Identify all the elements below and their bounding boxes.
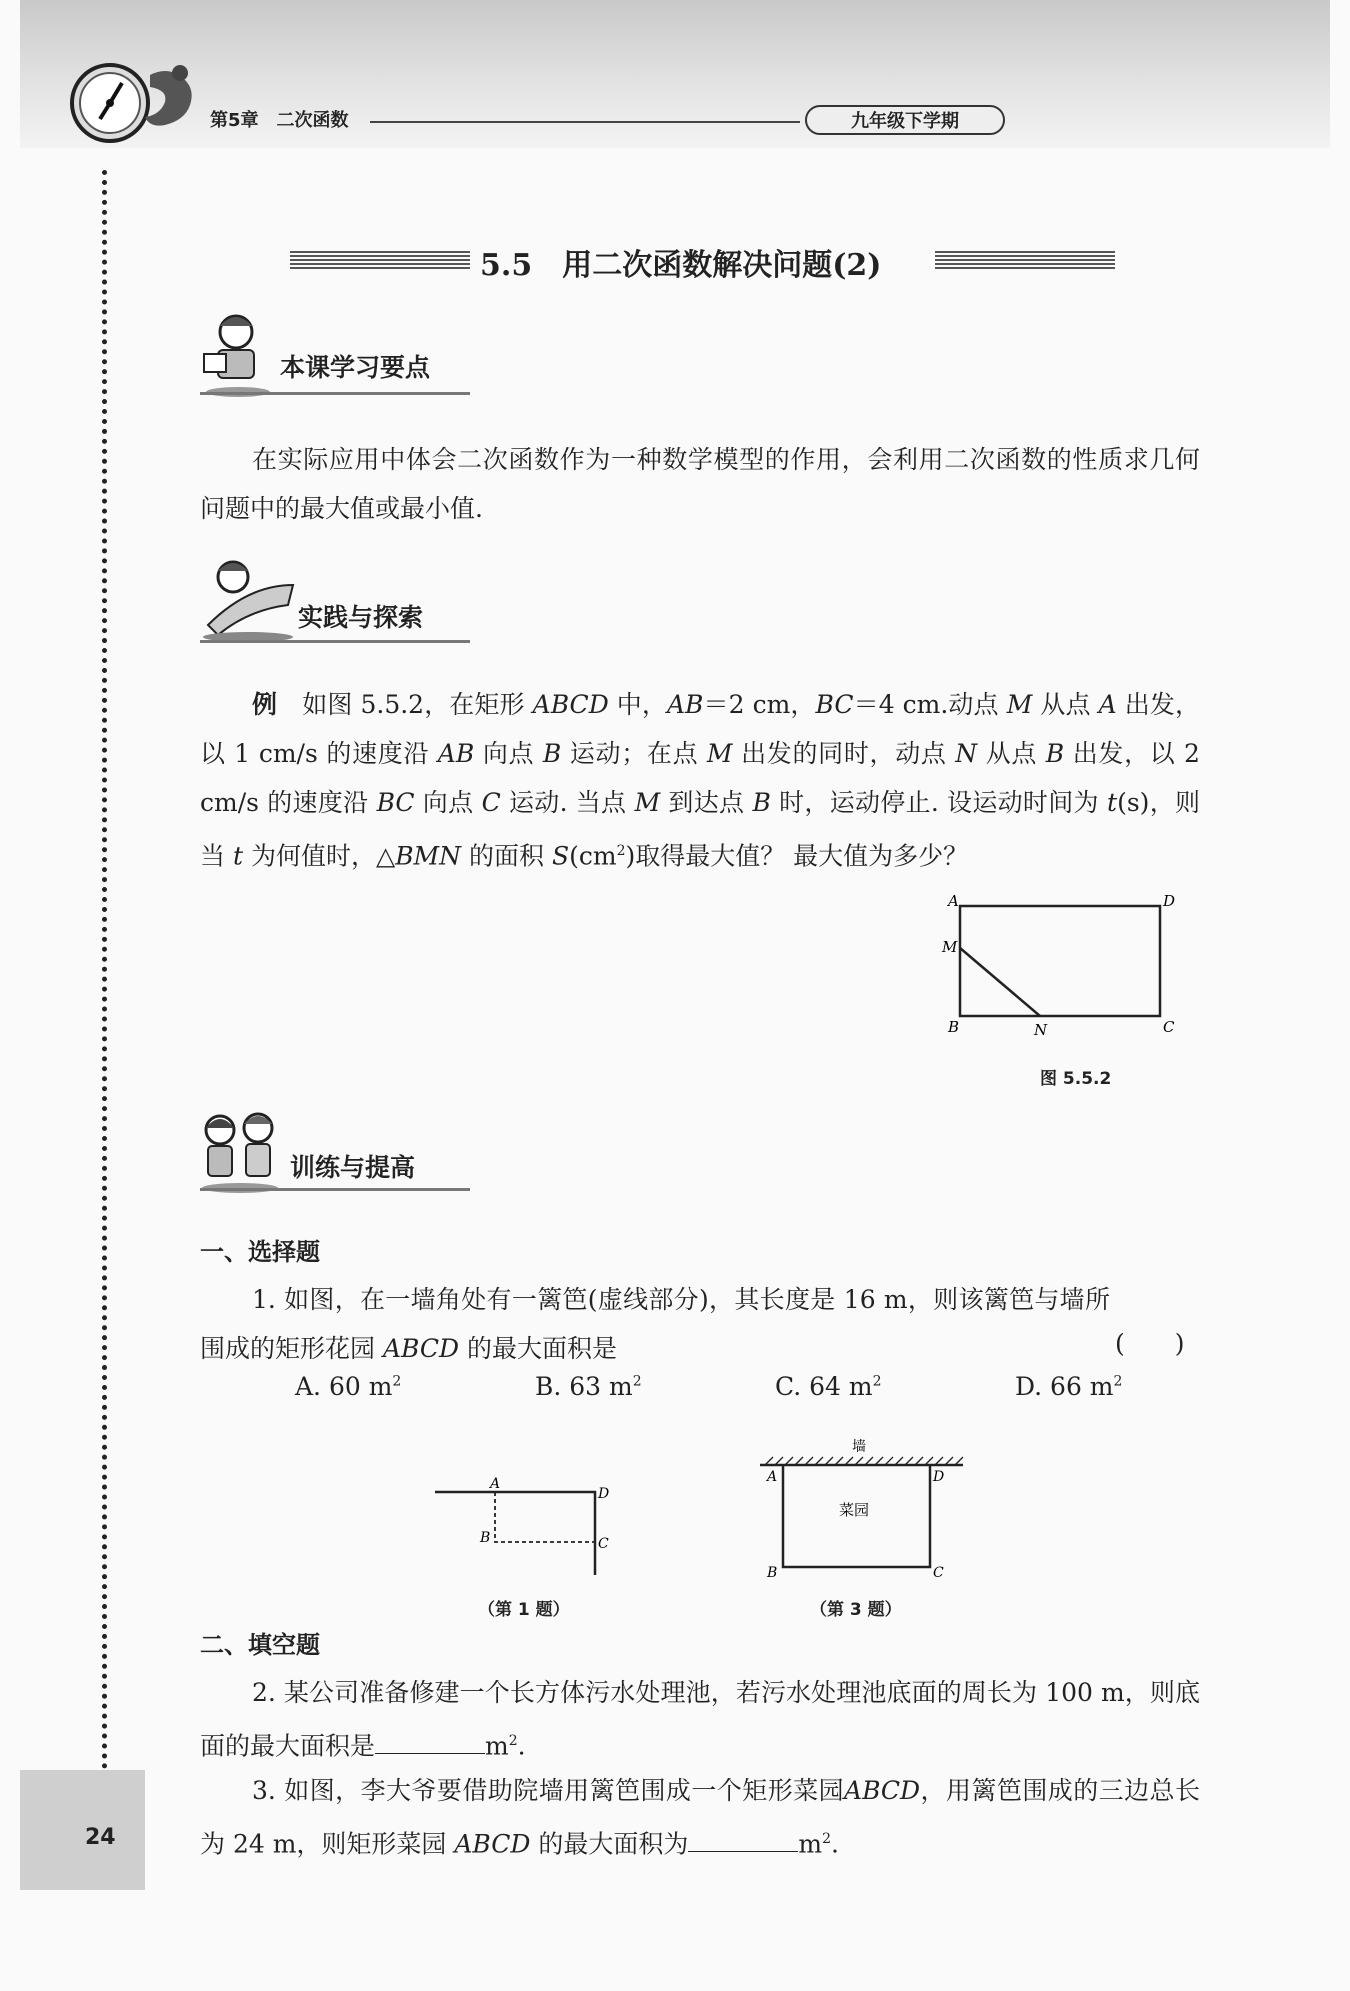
answer-blank-q2[interactable] xyxy=(375,1733,485,1754)
question-3-text: 3. 如图，李大爷要借助院墙用篱笆围成一个矩形菜园ABCD，用篱笆围成的三边总长为 24 m，则矩形菜园 ABCD 的最大面积为 $m^2$. xyxy=(200,1776,1200,1859)
garden-label: 菜园 xyxy=(839,1501,870,1519)
label-d: D xyxy=(1163,892,1176,910)
key-points-paragraph xyxy=(200,435,1200,533)
label-b: B xyxy=(767,1565,778,1581)
question-2 xyxy=(200,1668,1200,1770)
example-text: 例 如图 5.5.2，在矩形 ABCD 中，AB＝2 cm，BC＝4 cm.动点 M 从点 A 出发，以 1 cm/s 的速度沿 AB 向点 B 运动；在点 M 出发的同时，动点 N 从点 B 出发，以 2 cm/s 的速度沿 BC 向点 C 运动. 当点 M 到达点 B 时，运动停止. 设运动时间为 t(s)，则当 t 为何值时，△BMN 的面积 $S(cm^2)$取得最大值？ 最大值为多少？ xyxy=(200,690,1200,871)
section-underline xyxy=(200,640,470,643)
question-3 xyxy=(200,1766,1200,1868)
reading-boy-icon xyxy=(198,310,278,400)
part2-heading: 二、填空题 xyxy=(200,1631,320,1659)
part1-heading: 一、选择题 xyxy=(200,1238,320,1266)
two-kids-icon xyxy=(198,1110,283,1195)
section-underline xyxy=(200,392,470,395)
option-d[interactable]: D. 66 $m^2$ xyxy=(1015,1372,1123,1401)
label-c: C xyxy=(933,1565,944,1581)
wall-label: 墙 xyxy=(852,1439,866,1455)
option-a[interactable]: A. 60 $m^2$ xyxy=(295,1372,402,1401)
label-n: N xyxy=(1034,1021,1048,1039)
compass-logo-icon xyxy=(60,55,210,150)
margin-dots xyxy=(102,170,107,1770)
figure-q1-caption: （第 1 题） xyxy=(478,1600,570,1620)
label-c: C xyxy=(1163,1018,1175,1036)
page-number: 24 xyxy=(85,1825,116,1850)
answer-blank-q3[interactable] xyxy=(688,1831,798,1852)
label-a: A xyxy=(767,1469,778,1485)
section-underline xyxy=(200,1188,470,1191)
figure-q3-caption: （第 3 题） xyxy=(810,1600,902,1620)
label-c: C xyxy=(598,1536,609,1552)
option-b[interactable]: B. 63 $m^2$ xyxy=(535,1372,642,1401)
segment-mn xyxy=(960,948,1040,1016)
figure-5-5-2 xyxy=(930,890,1190,1040)
figure-question-3 xyxy=(755,1435,970,1585)
section-practice: 实践与探索 xyxy=(298,603,424,632)
rectangle-abcd xyxy=(960,906,1160,1016)
answer-parentheses[interactable]: ( ) xyxy=(1115,1329,1185,1358)
key-points-text: 在实际应用中体会二次函数作为一种数学模型的作用，会利用二次函数的性质求几何问题中的最大值或最小值. xyxy=(200,445,1200,523)
question-1-text: 1. 如图，在一墙角处有一篱笆(虚线部分)，其长度是 16 m，则该篱笆与墙所围成的矩形花园 ABCD 的最大面积是 xyxy=(200,1285,1110,1363)
figure-question-1 xyxy=(430,1470,630,1585)
lesson-title: 5.5 用二次函数解决问题(2) xyxy=(480,248,882,283)
question-2-text: 2. 某公司准备修建一个长方体污水处理池，若污水处理池底面的周长为 100 m，则底面的最大面积是 $m^2$. xyxy=(200,1678,1200,1761)
label-a: A xyxy=(490,1476,501,1492)
example-label: 例 xyxy=(252,690,278,719)
title-stripe-left xyxy=(290,251,470,271)
page-number-tab xyxy=(20,1770,145,1890)
figure-caption: 图 5.5.2 xyxy=(1040,1069,1112,1089)
surfing-boy-icon xyxy=(198,555,298,645)
section-training: 训练与提高 xyxy=(290,1153,416,1182)
label-a: A xyxy=(948,892,959,910)
label-b: B xyxy=(948,1018,960,1036)
label-d: D xyxy=(598,1486,610,1502)
label-m: M xyxy=(942,938,958,956)
section-key-points: 本课学习要点 xyxy=(280,353,431,382)
chapter-title: 第5章 二次函数 xyxy=(210,110,349,131)
question-1 xyxy=(200,1275,1200,1373)
option-c[interactable]: C. 64 $m^2$ xyxy=(775,1372,882,1401)
wall-corner xyxy=(435,1492,595,1575)
label-d: D xyxy=(933,1469,945,1485)
grade-badge: 九年级下学期 xyxy=(805,105,1005,135)
label-b: B xyxy=(480,1530,491,1546)
title-stripe-right xyxy=(935,251,1115,271)
header-rule xyxy=(370,121,800,123)
fence-dashed xyxy=(495,1492,595,1542)
example-paragraph xyxy=(200,680,1200,880)
